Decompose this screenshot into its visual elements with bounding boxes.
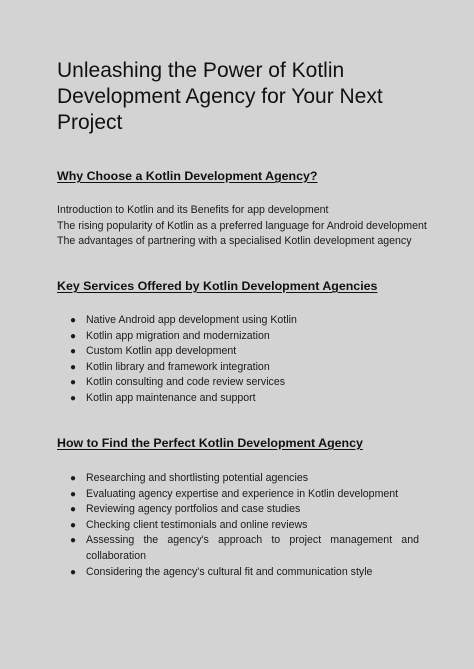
bullet-icon: ● (70, 361, 77, 373)
bullet-icon: ● (70, 315, 77, 326)
title-line: Development Agency for Your Next (57, 85, 383, 108)
paragraph-line: The advantages of partnering with a specialised Kotlin development agency (57, 235, 412, 248)
list-item (57, 375, 419, 391)
list-item (57, 471, 419, 487)
list-item (57, 329, 419, 345)
list-item (57, 487, 419, 503)
list-item (57, 344, 419, 360)
section-heading-why-choose: Why Choose a Kotlin Development Agency? (57, 169, 318, 183)
list-item-text: Researching and shortlisting potential agencies (86, 472, 309, 484)
list-item-text: Native Android app development using Kotlin (86, 314, 297, 326)
list-item-text: Checking client testimonials and online reviews (86, 518, 308, 531)
bullet-icon: ● (70, 377, 77, 389)
list-item (57, 565, 419, 581)
title-line: Project (57, 111, 123, 134)
list-item-text: Assessing the agency's approach to project management and collaboration (86, 534, 419, 562)
section-heading-key-services: Key Services Offered by Kotlin Development Agencies (57, 279, 378, 293)
paragraph-line: Introduction to Kotlin and its Benefits for app development (57, 204, 329, 216)
bullet-icon: ● (70, 346, 77, 358)
list-item-text: Custom Kotlin app development (86, 345, 237, 358)
bullet-icon: ● (70, 504, 77, 516)
intro-paragraph (57, 203, 427, 250)
page-title (57, 58, 427, 136)
title-line: Unleashing the Power of Kotlin (57, 59, 345, 82)
list-item-text: Evaluating agency expertise and experience in Kotlin development (86, 487, 399, 500)
section-heading-find-agency: How to Find the Perfect Kotlin Development Agency (57, 436, 363, 450)
bullet-icon: ● (70, 488, 77, 500)
list-item (57, 313, 419, 329)
list-item (57, 518, 419, 534)
list-item (57, 360, 419, 376)
find-agency-list (57, 471, 419, 580)
list-item-text: Kotlin app maintenance and support (86, 391, 256, 404)
paragraph-line: The rising popularity of Kotlin as a preferred language for Android development (57, 219, 427, 232)
key-services-list (57, 313, 419, 407)
bullet-icon: ● (70, 566, 77, 578)
list-item-text: Kotlin consulting and code review services (86, 376, 286, 389)
list-item-text: Considering the agency's cultural fit and communication style (86, 565, 373, 578)
bullet-icon: ● (70, 519, 77, 531)
list-item-text: Kotlin app migration and modernization (86, 329, 270, 342)
bullet-icon: ● (70, 392, 77, 404)
bullet-icon: ● (70, 535, 77, 547)
list-item (57, 533, 419, 564)
list-item-text: Kotlin library and framework integration (86, 360, 270, 373)
bullet-icon: ● (70, 473, 77, 484)
list-item-text: Reviewing agency portfolios and case studies (86, 503, 301, 516)
list-item (57, 502, 419, 518)
list-item (57, 391, 419, 407)
bullet-icon: ● (70, 330, 77, 342)
